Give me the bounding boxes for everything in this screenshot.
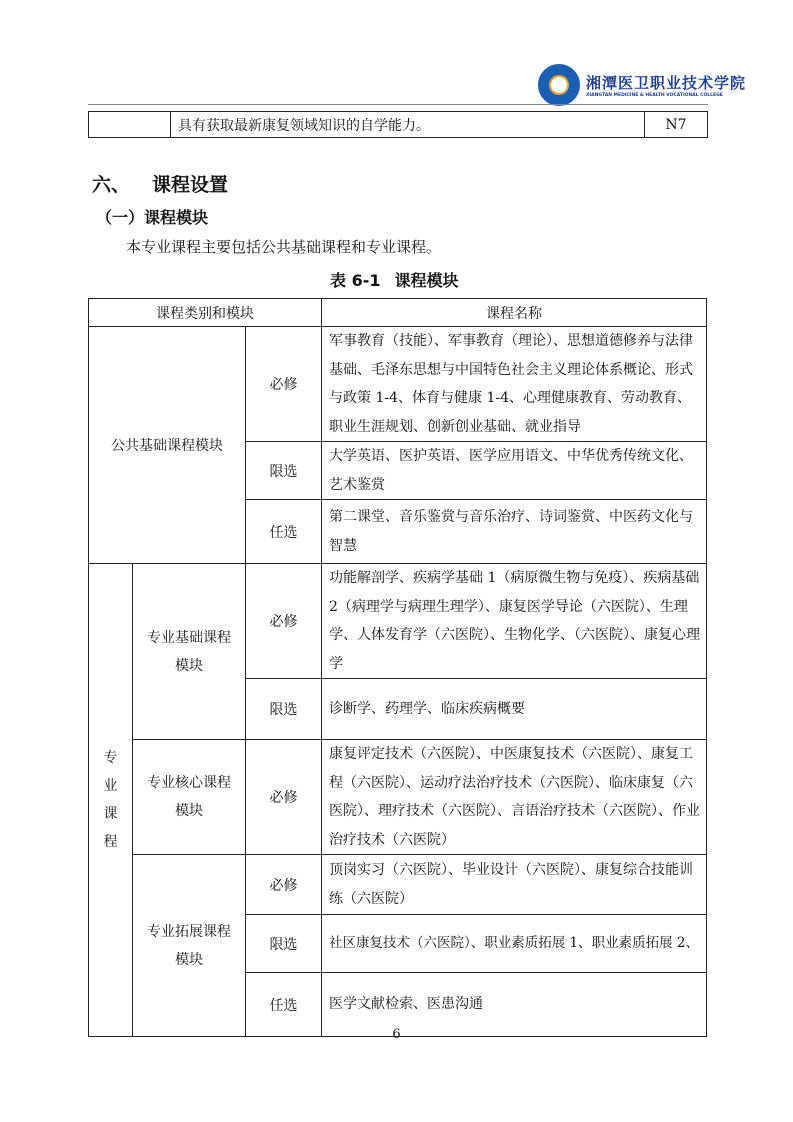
course-type: 限选: [246, 679, 322, 740]
table-row: [89, 112, 708, 138]
table-row: [89, 564, 707, 679]
section-number: 六、: [92, 174, 131, 196]
section-title: 课程设置: [152, 174, 229, 196]
table-header-row: [89, 299, 707, 327]
course-list: 康复评定技术（六医院）、中医康复技术（六医院）、康复工程（六医院）、运动疗法治疗技术（六医院）、临床康复（六医院）、理疗技术（六医院）、言语治疗技术（六医院）、作业治疗技术（六医院）: [322, 740, 707, 855]
logo-en: XIANGTAN MEDICINE & HEALTH VOCATIONAL COLLEGE: [586, 93, 723, 98]
public-module-label: 公共基础课程模块: [89, 327, 246, 564]
course-list: 功能解剖学、疾病学基础 1（病原微生物与免疫）、疾病基础 2（病理学与病理生理学）、康复医学导论（六医院）、生理学、人体发育学（六医院）、生物化学、（六医院）、康复心理学: [322, 564, 707, 679]
table-row: [89, 327, 707, 442]
table-row: [89, 740, 707, 855]
course-list: 顶岗实习（六医院）、毕业设计（六医院）、康复综合技能训练（六医院）: [322, 855, 707, 915]
intro-paragraph: 本专业课程主要包括公共基础课程和专业课程。: [126, 238, 442, 256]
top-table: [88, 111, 708, 138]
header-rule: [88, 104, 708, 105]
course-list: 第二课堂、音乐鉴赏与音乐治疗、诗词鉴赏、中医药文化与智慧: [322, 500, 707, 564]
course-type: 必修: [246, 740, 322, 855]
ext-module-label: 专业拓展课程模块: [133, 855, 246, 1037]
college-logo: [538, 64, 746, 106]
college-seal-icon: [538, 64, 580, 106]
course-list: 诊断学、药理学、临床疾病概要: [322, 679, 707, 740]
professional-label-text: 专业课程: [103, 750, 118, 850]
core-module-label: 专业核心课程模块: [133, 740, 246, 855]
course-list: 医学文献检索、医患沟通: [322, 973, 707, 1037]
ability-code: N7: [645, 112, 708, 138]
course-module-table: [88, 298, 707, 1037]
course-type: 限选: [246, 442, 322, 500]
course-type: 必修: [246, 855, 322, 915]
table-row: [89, 855, 707, 915]
professional-label: [89, 564, 133, 1037]
course-type: 必修: [246, 564, 322, 679]
course-list: 社区康复技术（六医院）、职业素质拓展 1、职业素质拓展 2、: [322, 915, 707, 973]
course-type: 限选: [246, 915, 322, 973]
basic-module-label: 专业基础课程模块: [133, 564, 246, 740]
course-type: 必修: [246, 327, 322, 442]
header-category: 课程类别和模块: [89, 299, 322, 327]
ability-text: 具有获取最新康复领域知识的自学能力。: [171, 112, 645, 138]
section-heading: [92, 170, 250, 197]
course-list: 大学英语、医护英语、医学应用语文、中华优秀传统文化、艺术鉴赏: [322, 442, 707, 500]
course-type: 任选: [246, 500, 322, 564]
header-course-name: 课程名称: [322, 299, 707, 327]
course-list: 军事教育（技能）、军事教育（理论）、思想道德修养与法律基础、毛泽东思想与中国特色社会主义理论体系概论、形式与政策 1-4、体育与健康 1-4、心理健康教育、劳动教育、职业生涯规划、创新创业基础、就业指导: [322, 327, 707, 442]
subsection-heading: （一）课程模块: [96, 208, 209, 227]
course-type: 任选: [246, 973, 322, 1037]
caption-number: 表 6-1: [330, 271, 381, 290]
logo-cn: 湘潭医卫职业技术学院: [586, 74, 747, 92]
page-number: 6: [392, 1027, 401, 1042]
caption-title: 课程模块: [394, 271, 459, 290]
table-caption: [330, 268, 473, 291]
